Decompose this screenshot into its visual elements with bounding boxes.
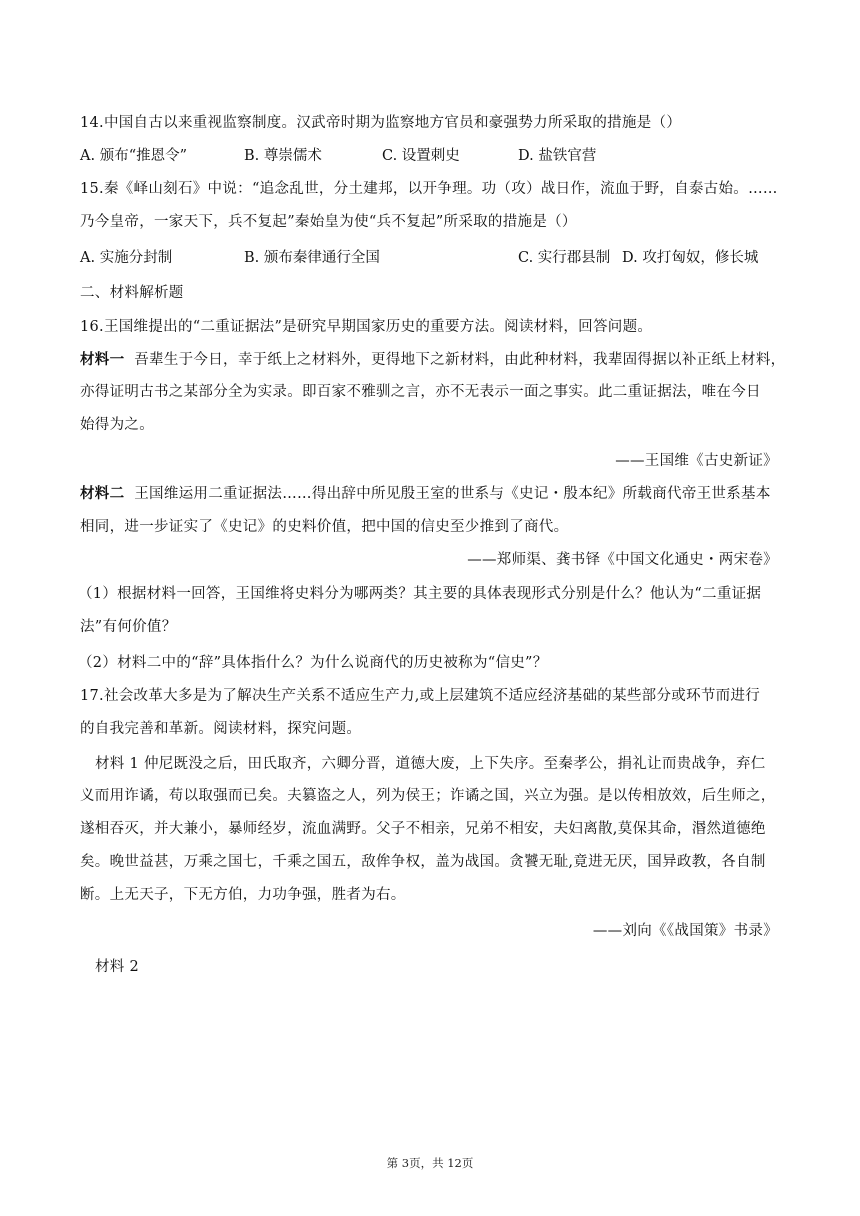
q16-stem: 16.王国维提出的“二重证据法”是研究早期国家历史的重要方法。阅读材料，回答问题。: [80, 319, 653, 335]
q15-option-d: D. 攻打匈奴，修长城: [622, 250, 759, 266]
q17-material1-source: ——刘向《《战国策》书录》: [592, 923, 778, 939]
q14-option-c: C. 设置刺史: [382, 148, 460, 164]
q14-option-d: D. 盐铁官营: [518, 148, 597, 164]
q14-option-a: A. 颁布“推恩令”: [80, 148, 188, 164]
q16-sub1-line2: 法”有何价值？: [80, 619, 177, 635]
q17-material1-line1: 材料 1 仲尼既没之后，田氏取齐，六卿分晋，道德大废，上下失序。至秦孝公，捐礼让而贵战争，弃仁: [95, 756, 766, 772]
q17-material1-line3: 遂相吞灭，并大兼小，暴师经岁，流血满野。父子不相亲，兄弟不相安，夫妇离散,莫保其命，湣然道德绝: [80, 821, 766, 837]
q17-material1-line2: 义而用诈谲，苟以取强而已矣。夫篡盗之人，列为侯王；诈谲之国，兴立为强。是以传相放效，后生师之，: [80, 788, 776, 804]
q16-material1-line3: 始得为之。: [80, 417, 154, 433]
q16-material2-label: 材料二: [80, 485, 125, 502]
q16-material2-line2: 相同，进一步证实了《史记》的史料价值，把中国的信史至少推到了商代。: [80, 519, 569, 535]
q15-stem-line2: 乃今皇帝，一家天下，兵不复起”秦始皇为使“兵不复起”所采取的措施是（）: [80, 214, 577, 230]
section-title: 二、材料解析题: [80, 285, 184, 301]
q16-material2-source: ——郑师渠、龚书铎《中国文化通史・两宋卷》: [467, 552, 778, 568]
q16-sub2: （2）材料二中的“辞”具体指什么？为什么说商代的历史被称为“信史”？: [78, 655, 548, 671]
q16-material1-source: ——王国维《古史新证》: [615, 453, 778, 469]
q15-option-b: B. 颁布秦律通行全国: [244, 250, 380, 266]
q17-material1-line4: 矣。晚世益甚，万乘之国七，千乘之国五，敌侔争权，盖为战国。贪饕无耻,竟进无厌，国异政教，各自制: [80, 854, 766, 870]
q15-option-c: C. 实行郡县制: [518, 250, 611, 266]
q17-stem-line1: 17.社会改革大多是为了解决生产关系不适应生产力,或上层建筑不适应经济基础的某些部分或环节而进行: [80, 688, 761, 704]
q14-option-b: B. 尊崇儒术: [244, 148, 322, 164]
q16-sub1-line1: （1）根据材料一回答，王国维将史料分为哪两类？其主要的具体表现形式分别是什么？他认为“二重证据: [78, 586, 762, 602]
q17-material2-label: 材料 2: [95, 959, 140, 975]
q16-material2-line1: 王国维运用二重证据法……得出辞中所见殷王室的世系与《史记・殷本纪》所载商代帝王世系基本: [134, 486, 771, 502]
q15-option-a: A. 实施分封制: [80, 250, 173, 266]
q17-stem-line2: 的自我完善和革新。阅读材料，探究问题。: [80, 721, 362, 737]
q14-stem: 14.中国自古以来重视监察制度。汉武帝时期为监察地方官员和豪强势力所采取的措施是（）: [80, 115, 682, 131]
q16-material1-line1: 吾辈生于今日，幸于纸上之材料外，更得地下之新材料，由此种材料，我辈固得据以补正纸上材料，: [134, 352, 786, 368]
page-number: 第 3页，共 12页: [386, 1156, 474, 1170]
q17-material1-line5: 断。上无天子，下无方伯，力功争强，胜者为右。: [80, 887, 406, 903]
q16-material1-line2: 亦得证明古书之某部分全为实录。即百家不雅驯之言，亦不无表示一面之事实。此二重证据法，唯在今日: [80, 384, 761, 400]
q16-material1-label: 材料一: [80, 351, 125, 368]
q15-stem-line1: 15.秦《峄山刻石》中说：“追念乱世，分土建邦，以开争理。功（攻）战日作，流血于野，自泰古始。……: [80, 181, 778, 197]
